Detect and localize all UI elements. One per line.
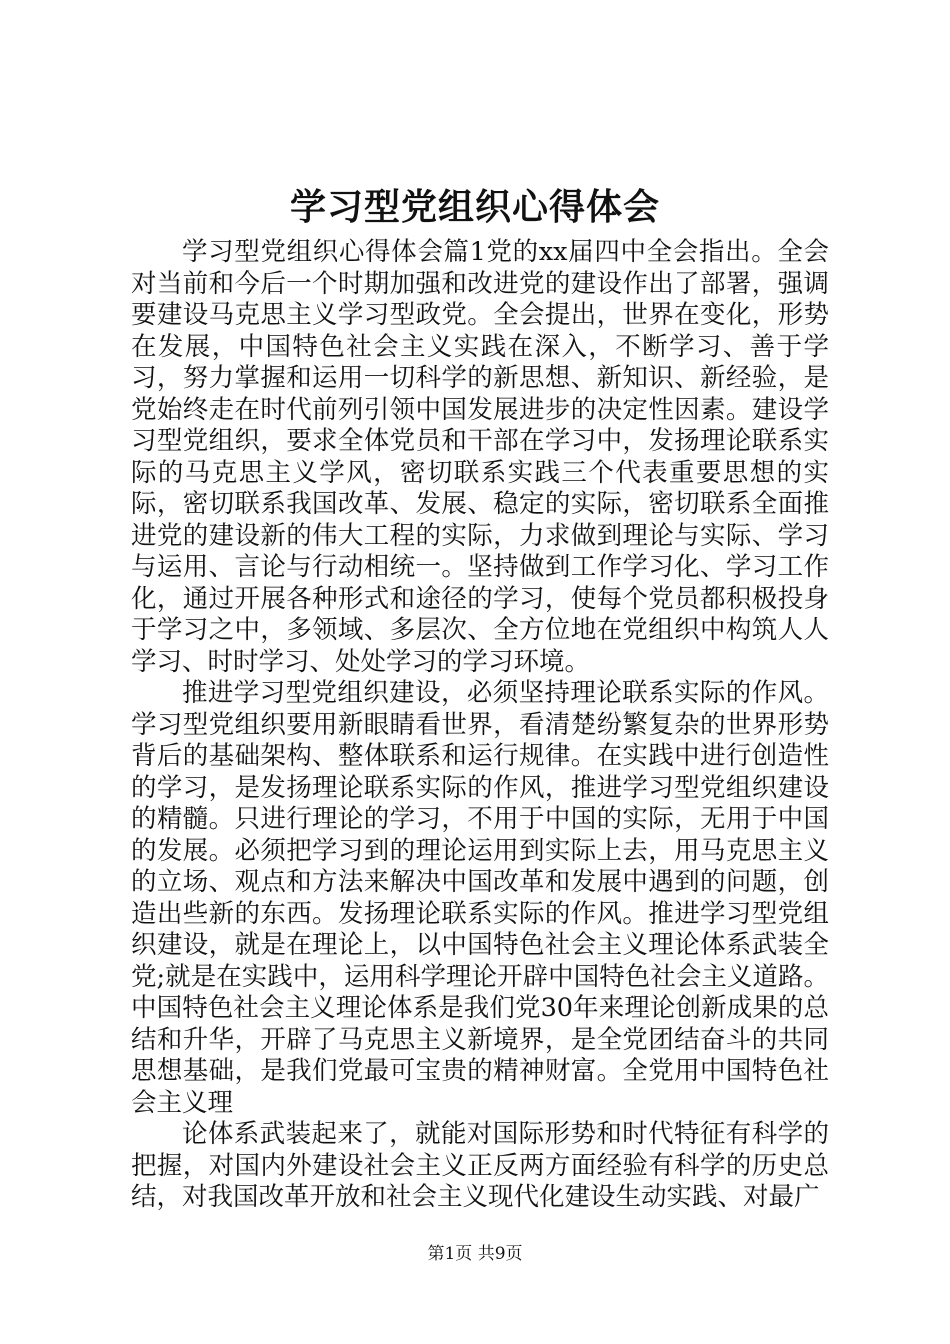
page-number-footer: 第1页 共9页 [427, 1244, 523, 1264]
paragraph-1: 学习型党组织心得体会篇1党的xx届四中全会指出。全会对当前和今后一个时期加强和改进党的建设作出了部署，强调要建设马克思主义学习型政党。全会提出，世界在变化，形势在发展，中国特色社会主义实践在深入，不断学习、善于学习，努力掌握和运用一切科学的新思想、新知识、新经验，是党始终走在时代前列引领中国发展进步的决定性因素。建设学习型党组织，要求全体党员和干部在学习中，发扬理论联系实际的马克思主义学风，密切联系实践三个代表重要思想的实际，密切联系我国改革、发展、稳定的实际，密切联系全面推进党的建设新的伟大工程的实际，力求做到理论与实际、学习与运用、言论与行动相统一。坚持做到工作学习化、学习工作化，通过开展各种形式和途径的学习，使每个党员都积极投身于学习之中，多领域、多层次、全方位地在党组织中构筑人人学习、时时学习、处处学习的学习环境。 [131, 237, 829, 677]
document-body [131, 237, 829, 1214]
document-title: 学习型党组织心得体会 [289, 186, 660, 228]
paragraph-2: 推进学习型党组织建设，必须坚持理论联系实际的作风。学习型党组织要用新眼睛看世界，看清楚纷繁复杂的世界形势背后的基础架构、整体联系和运行规律。在实践中进行创造性的学习，是发扬理论联系实际的作风，推进学习型党组织建设的精髓。只进行理论的学习，不用于中国的实际，无用于中国的发展。必须把学习到的理论运用到实际上去，用马克思主义的立场、观点和方法来解决中国改革和发展中遇到的问题，创造出些新的东西。发扬理论联系实际的作风。推进学习型党组织建设，就是在理论上，以中国特色社会主义理论体系武装全党;就是在实践中，运用科学理论开辟中国特色社会主义道路。中国特色社会主义理论体系是我们党30年来理论创新成果的总结和升华，开辟了马克思主义新境界，是全党团结奋斗的共同思想基础，是我们党最可宝贵的精神财富。全党用中国特色社会主义理 [131, 678, 829, 1118]
paragraph-3: 论体系武装起来了，就能对国际形势和时代特征有科学的把握，对国内外建设社会主义正反两方面经验有科学的历史总结，对我国改革开放和社会主义现代化建设生动实践、对最广 [131, 1119, 829, 1212]
